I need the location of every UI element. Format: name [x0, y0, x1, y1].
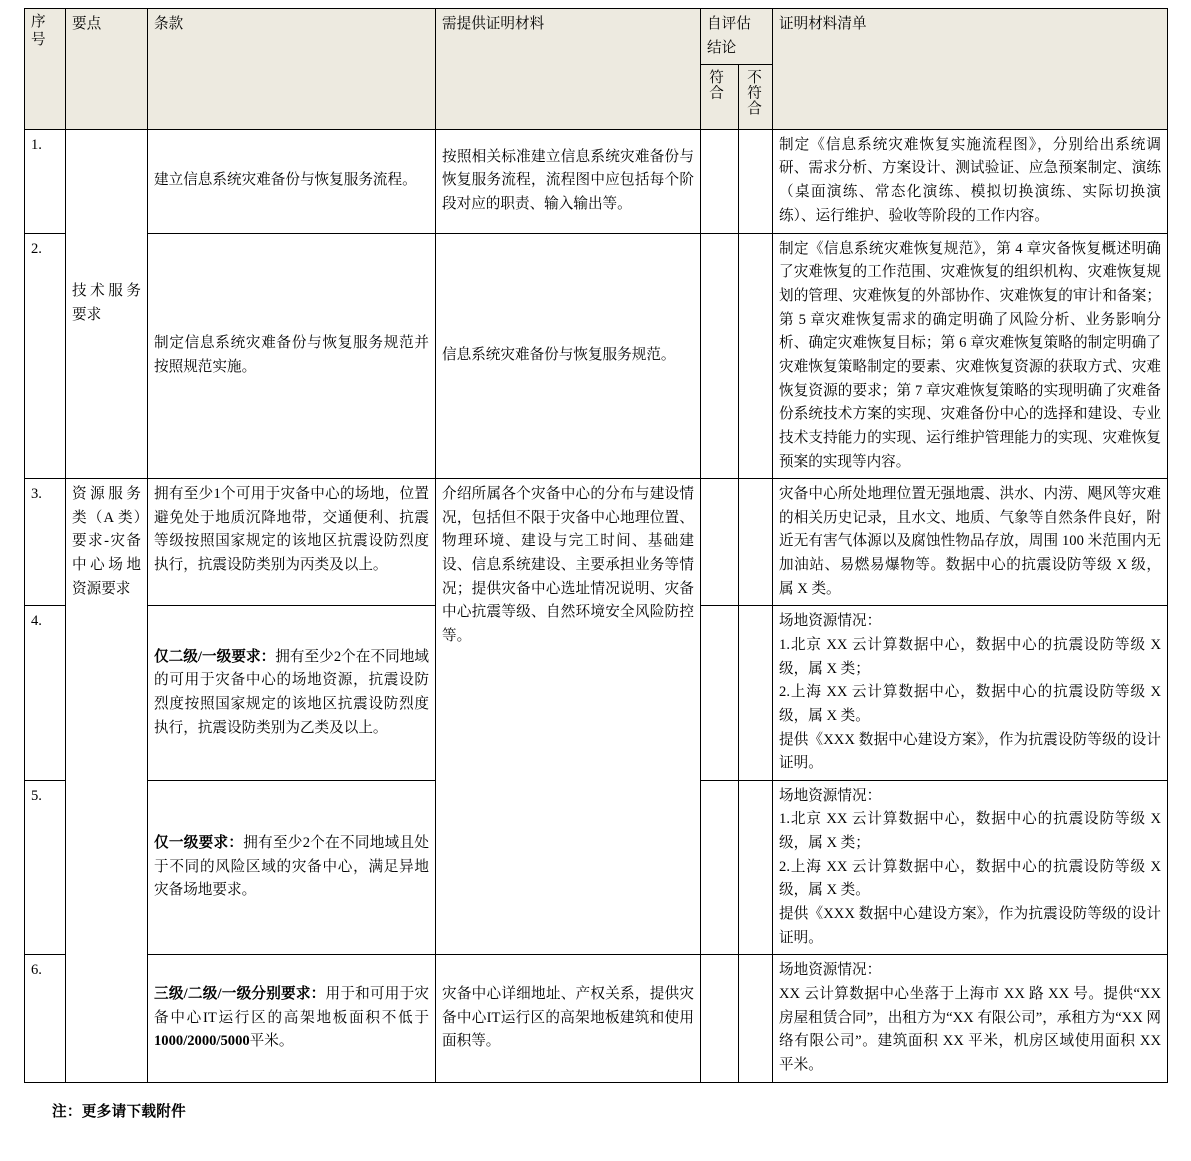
evidence-line: XX 云计算数据中心坐落于上海市 XX 路 XX 号。提供“XX 房屋租赁合同”，出租方为“XX 有限公司”，承租方为“XX 网络有限公司”。建筑面积 XX 平米，机房区域使用面积 XX 平米。 — [779, 985, 1162, 1073]
column-header-point: 要点 — [66, 9, 148, 130]
row-evidence-list — [773, 955, 1168, 1082]
row-nonconform-checkbox[interactable] — [739, 780, 773, 954]
column-header-conform-label: 符合 — [707, 69, 724, 101]
table-header — [25, 9, 1168, 130]
row-seq: 2. — [25, 233, 66, 478]
row-conform-checkbox[interactable] — [701, 129, 739, 233]
row-seq: 3. — [25, 479, 66, 606]
row-seq: 5. — [25, 780, 66, 954]
row-clause — [148, 780, 436, 954]
row-material: 介绍所属各个灾备中心的分布与建设情况，包括但不限于灾备中心地理位置、物理环境、建设与完工时间、基础建设、信息系统建设、主要承担业务等情况；提供灾备中心选址情况说明、灾备中心抗震等级、自然环境安全风险防控等。 — [436, 479, 701, 955]
evidence-line: 提供《XXX 数据中心建设方案》，作为抗震设防等级的设计证明。 — [779, 906, 1162, 946]
table-row — [25, 233, 1168, 478]
row-nonconform-checkbox[interactable] — [739, 129, 773, 233]
row-clause-text: 拥有至少2个在不同地域且处于不同的风险区域的灾备中心，满足异地灾备场地要求。 — [154, 835, 429, 899]
column-header-seq-line2: 号 — [31, 32, 47, 49]
row-nonconform-checkbox[interactable] — [739, 955, 773, 1082]
evidence-line: 1.北京 XX 云计算数据中心，数据中心的抗震设防等级 X 级，属 X 类； — [779, 811, 1162, 852]
row-clause — [148, 606, 436, 780]
column-header-conform — [701, 65, 739, 129]
row-conform-checkbox[interactable] — [701, 233, 739, 478]
column-header-nonconform-label: 不符合 — [745, 69, 762, 117]
row-clause-emphasis: 仅二级/一级要求： — [154, 648, 276, 665]
conclusion-line1: 自评估 — [707, 16, 751, 32]
evidence-line: 2.上海 XX 云计算数据中心，数据中心的抗震设防等级 X 级，属 X 类。 — [779, 684, 1162, 724]
row-clause-emphasis: 仅一级要求： — [154, 835, 244, 852]
row-clause: 制定信息系统灾难备份与恢复服务规范并按照规范实施。 — [148, 233, 436, 478]
row-conform-checkbox[interactable] — [701, 955, 739, 1082]
evidence-line: 2.上海 XX 云计算数据中心，数据中心的抗震设防等级 X 级，属 X 类。 — [779, 858, 1162, 899]
row-clause: 建立信息系统灾难备份与恢复服务流程。 — [148, 129, 436, 233]
row-nonconform-checkbox[interactable] — [739, 233, 773, 478]
row-clause: 拥有至少1个可用于灾备中心的场地，位置避免处于地质沉降地带，交通便利、抗震等级按照国家规定的该地区抗震设防烈度执行，抗震设防类别为丙类及以上。 — [148, 479, 436, 606]
row-nonconform-checkbox[interactable] — [739, 606, 773, 780]
column-header-clause: 条款 — [148, 9, 436, 130]
row-clause-text-tail: 平米。 — [249, 1033, 294, 1050]
row-evidence-list: 灾备中心所处地理位置无强地震、洪水、内涝、飓风等灾难的相关历史记录，且水文、地质、气象等自然条件良好，附近无有害气体源以及腐蚀性物品存放，周围 100 米范围内无加油站、易燃易爆物等。数据中心的抗震设防等级 X 级，属 X 类。 — [773, 479, 1168, 606]
table-body — [25, 129, 1168, 1082]
row-evidence-list — [773, 780, 1168, 954]
column-header-material: 需提供证明材料 — [436, 9, 701, 130]
conclusion-line2: 结论 — [707, 39, 737, 56]
table-row — [25, 955, 1168, 1082]
column-header-seq-line1: 序 — [31, 14, 47, 30]
footnote: 注：更多请下载附件 — [52, 1104, 187, 1120]
row-seq: 6. — [25, 955, 66, 1082]
row-clause-text: 拥有至少2个在不同地域的可用于灾备中心的场地资源，抗震设防烈度按照国家规定的该地区抗震设防烈度执行，抗震设防类别为乙类及以上。 — [154, 648, 429, 736]
evidence-line: 场地资源情况： — [779, 962, 882, 979]
table-row — [25, 129, 1168, 233]
row-nonconform-checkbox[interactable] — [739, 479, 773, 606]
header-row-top — [25, 9, 1168, 65]
row-evidence-list: 制定《信息系统灾难恢复实施流程图》，分别给出系统调研、需求分析、方案设计、测试验证、应急预案制定、演练（桌面演练、常态化演练、模拟切换演练、实际切换演练）、运行维护、验收等阶段的工作内容。 — [773, 129, 1168, 233]
row-material: 灾备中心详细地址、产权关系，提供灾备中心IT运行区的高架地板建筑和使用面积等。 — [436, 955, 701, 1082]
row-point: 资源服务类（A 类）要求-灾备中心场地资源要求 — [66, 479, 148, 1082]
row-seq: 4. — [25, 606, 66, 780]
column-header-seq — [25, 9, 66, 130]
row-clause-emphasis-number: 1000/2000/5000 — [154, 1033, 250, 1050]
compliance-evidence-table — [24, 8, 1168, 1083]
evidence-line: 场地资源情况： — [779, 787, 882, 804]
column-header-nonconform — [739, 65, 773, 129]
column-header-evidence-list: 证明材料清单 — [773, 9, 1168, 130]
evidence-line: 场地资源情况： — [779, 613, 882, 630]
column-header-self-assessment-conclusion — [701, 9, 773, 65]
row-conform-checkbox[interactable] — [701, 479, 739, 606]
evidence-line: 提供《XXX 数据中心建设方案》，作为抗震设防等级的设计证明。 — [779, 731, 1162, 772]
row-conform-checkbox[interactable] — [701, 606, 739, 780]
row-evidence-list — [773, 606, 1168, 780]
row-material: 信息系统灾难备份与恢复服务规范。 — [436, 233, 701, 478]
row-clause-text: 用于和可用于灾备中心IT运行区的高架地板面积不低于 — [154, 985, 429, 1026]
evidence-line: 1.北京 XX 云计算数据中心，数据中心的抗震设防等级 X 级，属 X 类； — [779, 636, 1162, 677]
table-row — [25, 479, 1168, 606]
row-seq: 1. — [25, 129, 66, 233]
row-material: 按照相关标准建立信息系统灾难备份与恢复服务流程，流程图中应包括每个阶段对应的职责、输入输出等。 — [436, 129, 701, 233]
row-clause — [148, 955, 436, 1082]
row-evidence-list: 制定《信息系统灾难恢复规范》，第 4 章灾备恢复概述明确了灾难恢复的工作范围、灾难恢复的组织机构、灾难恢复规划的管理、灾难恢复的外部协作、灾难恢复的审计和备案；第 5 章灾难恢复需求的确定明确了风险分析、业务影响分析、确定灾难恢复目标；第 6 章灾难恢复策略的制定明确了灾难恢复策略制定的要素、灾难恢复资源的获取方式、灾难恢复资源的要求；第 7 章灾难恢复策略的实现明确了灾难备份系统技术方案的实现、灾难备份中心的选择和建设、专业技术支持能力的实现、运行维护管理能力的实现、灾难恢复预案的实现等内容。 — [773, 233, 1168, 478]
row-conform-checkbox[interactable] — [701, 780, 739, 954]
row-clause-emphasis: 三级/二级/一级分别要求： — [154, 985, 326, 1002]
row-point: 技术服务要求 — [66, 129, 148, 478]
